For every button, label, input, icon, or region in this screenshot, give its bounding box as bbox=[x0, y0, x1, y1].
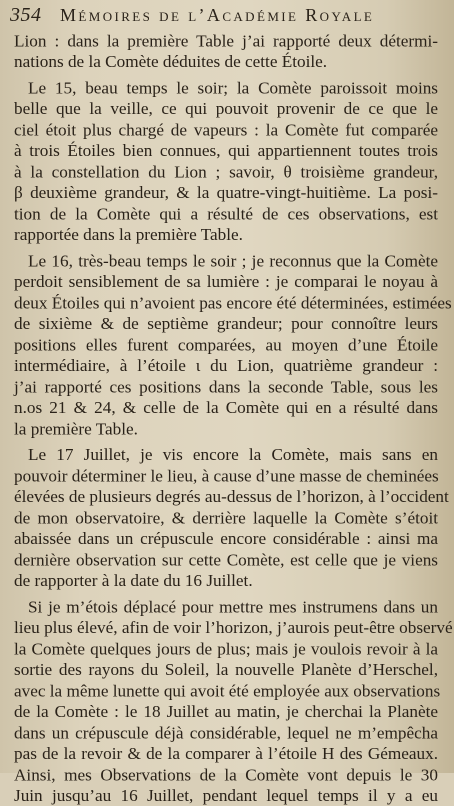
text-line: à trois Étoiles bien connues, qui appartiennent toutes trois bbox=[14, 141, 438, 160]
text-line: deux Étoiles qui n’avoient pas encore été déterminées, estimées bbox=[14, 293, 452, 313]
text-line: pouvoir déterminer le lieu, à cause d’une masse de cheminées bbox=[14, 466, 439, 486]
text-line: de rapporter à la date du 16 Juillet. bbox=[14, 571, 253, 590]
text-line: β deuxième grandeur, & la quatre-vingt-huitième. La posi- bbox=[14, 183, 438, 202]
text-line: avec la même lunette qui avoit été employée aux observations bbox=[14, 681, 441, 701]
text-line: à la constellation du Lion ; savoir, θ troisième grandeur, bbox=[14, 162, 438, 182]
text-line: abaissée dans un crépuscule encore considérable : ainsi ma bbox=[14, 529, 438, 548]
text-line: n.os 21 & 24, & celle de la Comète qui en a résulté dans bbox=[14, 398, 438, 417]
text-line: Le 17 Juillet, je vis encore la Comète, mais sans en bbox=[28, 445, 438, 464]
text-line: Juin jusqu’au 16 Juillet, pendant lequel temps il y a eu bbox=[14, 786, 438, 805]
text-line: Ainsi, mes Observations de la Comète vont depuis le 30 bbox=[14, 765, 438, 785]
text-line: perdoit sensiblement de sa lumière : je comparai le noyau à bbox=[14, 272, 438, 291]
text-line: nations de la Comète déduites de cette Étoile. bbox=[14, 52, 328, 71]
text-line: de mon observatoire, & derrière laquelle la Comète s’étoit bbox=[14, 508, 438, 528]
running-title: Mémoires de l’Académie Royale bbox=[60, 5, 375, 25]
text-line: de la Comète : le 18 Juillet au matin, je cherchai la Planète bbox=[14, 702, 438, 721]
text-line: Le 16, très-beau temps le soir ; je reconnus que la Comète bbox=[28, 251, 438, 271]
text-line: Le 15, beau temps le soir; la Comète paroissoit moins bbox=[28, 78, 438, 98]
page-header bbox=[10, 4, 446, 28]
text-line: positions elles furent comparées, au moyen d’une Étoile bbox=[14, 335, 438, 355]
text-line: la première Table. bbox=[14, 419, 138, 439]
text-line: élevées de plusieurs degrés au-dessus de l’horizon, à l’occident bbox=[14, 487, 449, 506]
text-line: de sixième & de septième grandeur; pour connoître leurs bbox=[14, 314, 438, 333]
text-line: dans un crépuscule déjà considérable, lequel ne m’empêcha bbox=[14, 723, 438, 743]
text-line: j’ai rapporté ces positions dans la seconde Table, sous les bbox=[14, 377, 438, 397]
text-line: Lion : dans la première Table j’ai rapporté deux détermi- bbox=[14, 31, 438, 51]
text-line: la Comète quelques jours de plus; mais je voulois revoir à la bbox=[14, 639, 438, 659]
text-line: lieu plus élevé, afin de voir l’horizon, j’aurois peut-être observé bbox=[14, 618, 453, 637]
text-line: pas de la revoir & de la comparer à l’étoile H des Gémeaux. bbox=[14, 744, 438, 763]
text-line: tion de la Comète qui a résulté de ces observations, est bbox=[14, 204, 438, 224]
page-number: 354 bbox=[10, 4, 42, 26]
text-line: sortie des rayons du Soleil, la nouvelle Planète d’Herschel, bbox=[14, 660, 438, 679]
text-line: dernière observation sur cette Comète, est celle que je viens bbox=[14, 550, 438, 570]
text-line: Si je m’étois déplacé pour mettre mes instrumens dans un bbox=[28, 597, 438, 617]
text-line: rapportée dans la première Table. bbox=[14, 225, 243, 244]
text-line: intermédiaire, à l’étoile ι du Lion, quatrième grandeur : bbox=[14, 356, 438, 375]
text-line: ciel étoit plus chargé de vapeurs : la Comète fut comparée bbox=[14, 120, 438, 140]
body-text bbox=[14, 30, 453, 805]
text-line: belle que la veille, ce qui pouvoit provenir de ce que le bbox=[14, 99, 438, 118]
